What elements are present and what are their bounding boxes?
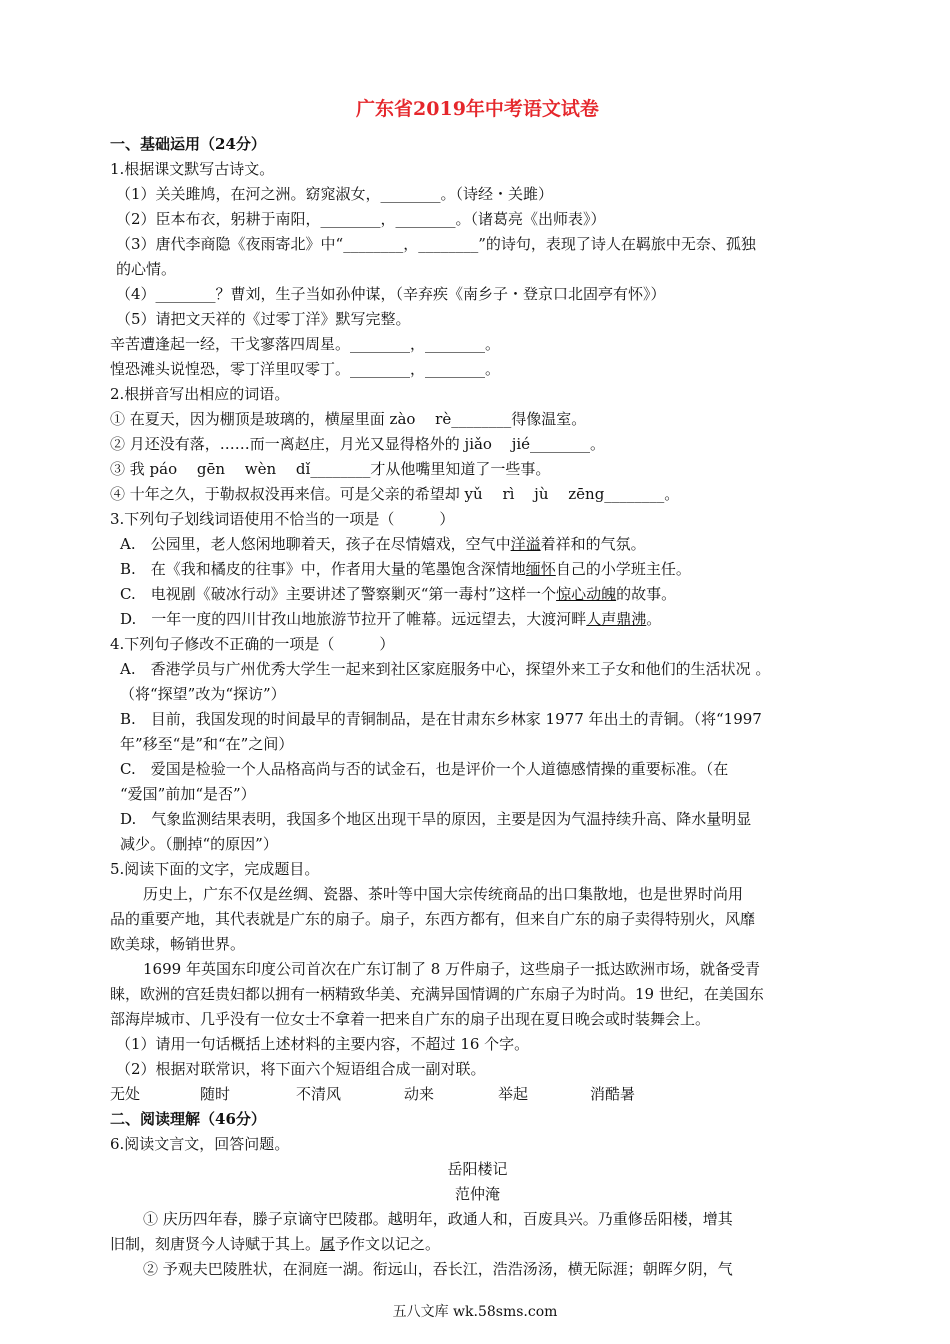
option-text: 自己的小学班主任。	[555, 560, 691, 578]
passage-line: 睐，欧洲的宫廷贵妇都以拥有一柄精致华美、充满异国情调的广东扇子为时尚。19 世纪，在美国东	[110, 985, 764, 1003]
option-c-cont: “爱国”前加“是否”）	[120, 785, 256, 803]
question-stem: 4.下列句子修改不正确的一项是（ ）	[110, 635, 395, 653]
phrase: 动来	[404, 1085, 435, 1103]
option-text: 。	[646, 610, 662, 628]
passage-title: 岳阳楼记	[447, 1160, 508, 1178]
underlined-word: 惊心动魄	[556, 585, 617, 603]
passage-line: 品的重要产地，其代表就是广东的扇子。扇子，东西方都有，但来自广东的扇子卖得特别火，风靡	[110, 910, 756, 928]
question-line: （1）关关雎鸠，在河之洲。窈窕淑女，________。（诗经・关雎）	[116, 185, 554, 203]
option-text: D. 一年一度的四川甘孜山地旅游节拉开了帷幕。远远望去，大渡河畔	[120, 610, 587, 628]
phrase: 举起	[498, 1085, 529, 1103]
underlined-word: 缅怀	[525, 560, 556, 578]
option-b: B. 目前，我国发现的时间最早的青铜制品，是在甘肃东乡林家 1977 年出土的青铜。（将“1997	[120, 710, 762, 728]
question-stem: 5.阅读下面的文字，完成题目。	[110, 860, 320, 878]
option-b	[110, 557, 845, 582]
question-stem: 2.根拼音写出相应的词语。	[110, 385, 290, 403]
question-line: （2）臣本布衣，躬耕于南阳，________，________。（诸葛亮《出师表》）	[116, 210, 606, 228]
phrase: 无处	[110, 1085, 141, 1103]
sub-question: （2）根据对联常识，将下面六个短语组合成一副对联。	[116, 1060, 486, 1078]
option-text: 着祥和的气氛。	[540, 535, 646, 553]
passage-text: 旧制，刻唐贤今人诗赋于其上。	[110, 1235, 321, 1253]
question-line: ④ 十年之久，于勒叔叔没再来信。可是父亲的希望却 yǔ rì jù zēng________。	[110, 485, 680, 503]
section-heading: 一、基础运用（24分）	[110, 135, 266, 153]
option-c	[110, 582, 845, 607]
passage-author: 范仲淹	[454, 1185, 500, 1203]
passage-text: 予作文以记之。	[335, 1235, 441, 1253]
passage-line: 历史上，广东不仅是丝绸、瓷器、茶叶等中国大宗传统商品的出口集散地，也是世界时尚用	[143, 885, 744, 903]
option-b-cont: 年”移至“是”和“在”之间）	[120, 735, 294, 753]
phrase: 不清风	[296, 1085, 342, 1103]
question-line: （3）唐代李商隐《夜雨寄北》中“________，________”的诗句，表现了诗人在羁旅中无奈、孤独	[116, 235, 756, 253]
question-stem: 1.根据课文默写古诗文。	[110, 160, 275, 178]
question-line: （5）请把文天祥的《过零丁洋》默写完整。	[116, 310, 411, 328]
option-c: C. 爱国是检验一个人品格高尚与否的试金石，也是评价一个人道德感情操的重要标准。（在	[120, 760, 729, 778]
underlined-word: 属	[320, 1235, 336, 1253]
passage-line: ① 庆历四年春，滕子京谪守巴陵郡。越明年，政通人和，百废具兴。乃重修岳阳楼，增其	[143, 1210, 733, 1228]
passage-line	[110, 1232, 845, 1257]
question-line: 惶恐滩头说惶恐，零丁洋里叹零丁。________，________。	[110, 360, 501, 378]
question-stem: 3.下列句子划线词语使用不恰当的一项是（ ）	[110, 510, 455, 528]
option-a	[110, 532, 845, 557]
question-line: （4）________？曹刘，生子当如孙仲谋，（辛弃疾《南乡子・登京口北固亭有怀》）	[116, 285, 666, 303]
section-heading: 二、阅读理解（46分）	[110, 1110, 266, 1128]
passage-line: 1699 年英国东印度公司首次在广东订制了 8 万件扇子，这些扇子一抵达欧洲市场，就备受青	[143, 960, 761, 978]
question-line: ① 在夏天，因为棚顶是玻璃的，横屋里面 zào rè________得像温室。	[110, 410, 587, 428]
option-d-cont: 减少。（删掉“的原因”）	[120, 835, 278, 853]
option-text: 的故事。	[616, 585, 677, 603]
passage-line: 欧美球，畅销世界。	[110, 935, 246, 953]
underlined-word: 人声鼎沸	[586, 610, 647, 628]
underlined-word: 洋溢	[510, 535, 541, 553]
question-stem: 6.阅读文言文，回答问题。	[110, 1135, 290, 1153]
option-text: B. 在《我和橘皮的往事》中，作者用大量的笔墨饱含深情地	[120, 560, 526, 578]
phrase: 消酷暑	[590, 1085, 636, 1103]
option-d	[110, 607, 845, 632]
page-title: 广东省2019年中考语文试卷	[356, 98, 599, 120]
phrase: 随时	[200, 1085, 231, 1103]
sub-question: （1）请用一句话概括上述材料的主要内容，不超过 16 个字。	[116, 1035, 530, 1053]
footer-watermark: 五八文库 wk.58sms.com	[392, 1304, 558, 1320]
option-text: A. 公园里，老人悠闲地聊着天，孩子在尽情嬉戏，空气中	[120, 535, 511, 553]
question-line: ② 月还没有落，……而一离赵庄，月光又显得格外的 jiǎo jié________。	[110, 435, 606, 453]
question-line: 的心情。	[116, 260, 177, 278]
phrase-list	[110, 1082, 845, 1107]
option-d: D. 气象监测结果表明，我国多个地区出现干旱的原因，主要是因为气温持续升高、降水量明显	[120, 810, 752, 828]
option-a: A. 香港学员与广州优秀大学生一起来到社区家庭服务中心，探望外来工子女和他们的生活状况 。	[120, 660, 771, 678]
question-line: ③ 我 páo gēn wèn dǐ________才从他嘴里知道了一些事。	[110, 460, 551, 478]
passage-line: ② 予观夫巴陵胜状，在洞庭一湖。衔远山，吞长江，浩浩汤汤，横无际涯；朝晖夕阴，气	[143, 1260, 733, 1278]
exam-page	[110, 96, 845, 1282]
passage-line: 部海岸城市、几乎没有一位女士不拿着一把来自广东的扇子出现在夏日晚会或时装舞会上。	[110, 1010, 711, 1028]
option-text: C. 电视剧《破冰行动》主要讲述了警察剿灭“第一毒村”这样一个	[120, 585, 557, 603]
question-line: 辛苦遭逢起一经，干戈寥落四周星。________，________。	[110, 335, 501, 353]
option-a-cont: （将“探望”改为“探访”）	[120, 685, 286, 703]
